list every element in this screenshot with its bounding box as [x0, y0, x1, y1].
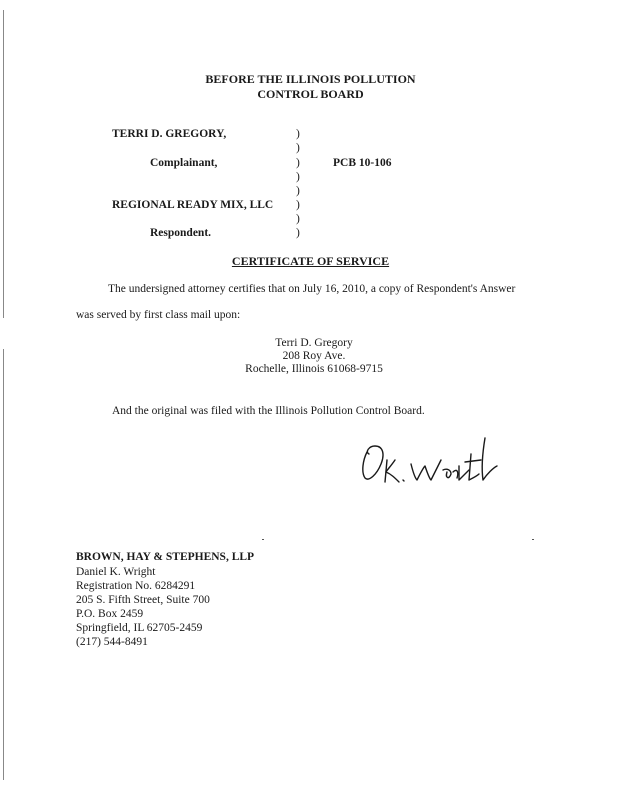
caption-paren: ): [296, 185, 300, 197]
firm-street: 205 S. Fifth Street, Suite 700: [76, 594, 210, 606]
handwritten-signature: [355, 430, 510, 490]
recipient-name: Terri D. Gregory: [275, 337, 353, 349]
firm-city: Springfield, IL 62705-2459: [76, 622, 203, 634]
filing-statement: And the original was filed with the Illinois Pollution Control Board.: [112, 405, 425, 417]
plaintiff-name: TERRI D. GREGORY,: [112, 128, 227, 140]
recipient-street: 208 Roy Ave.: [282, 350, 346, 362]
firm-name: BROWN, HAY & STEPHENS, LLP: [76, 551, 255, 563]
heading-line-1: BEFORE THE ILLINOIS POLLUTION: [205, 72, 416, 86]
heading-line-2: CONTROL BOARD: [257, 87, 364, 101]
attorney-name: Daniel K. Wright: [76, 566, 156, 578]
certificate-title: CERTIFICATE OF SERVICE: [231, 254, 390, 268]
recipient-city: Rochelle, Illinois 61068-9715: [245, 363, 383, 375]
defendant-role: Respondent.: [150, 227, 212, 239]
certificate-paragraph-line-1: The undersigned attorney certifies that on July 16, 2010, a copy of Respondent's Answer: [108, 283, 516, 295]
plaintiff-role: Complainant,: [150, 157, 218, 169]
defendant-name: REGIONAL READY MIX, LLC: [112, 199, 274, 211]
scan-edge-line: [3, 10, 4, 780]
firm-phone: (217) 544-8491: [76, 636, 148, 648]
firm-po-box: P.O. Box 2459: [76, 608, 144, 620]
caption-paren: ): [296, 227, 300, 239]
caption-paren: ): [296, 199, 300, 211]
scan-speck: [262, 539, 264, 540]
scan-speck: [532, 539, 534, 540]
caption-paren: ): [296, 157, 300, 169]
caption-paren: ): [296, 171, 300, 183]
certificate-paragraph-line-2: was served by first class mail upon:: [76, 309, 241, 321]
caption-paren: ): [296, 142, 300, 154]
caption-paren: ): [296, 213, 300, 225]
registration-number: Registration No. 6284291: [76, 580, 196, 592]
caption-paren: ): [296, 128, 300, 140]
case-number: PCB 10-106: [333, 157, 392, 169]
